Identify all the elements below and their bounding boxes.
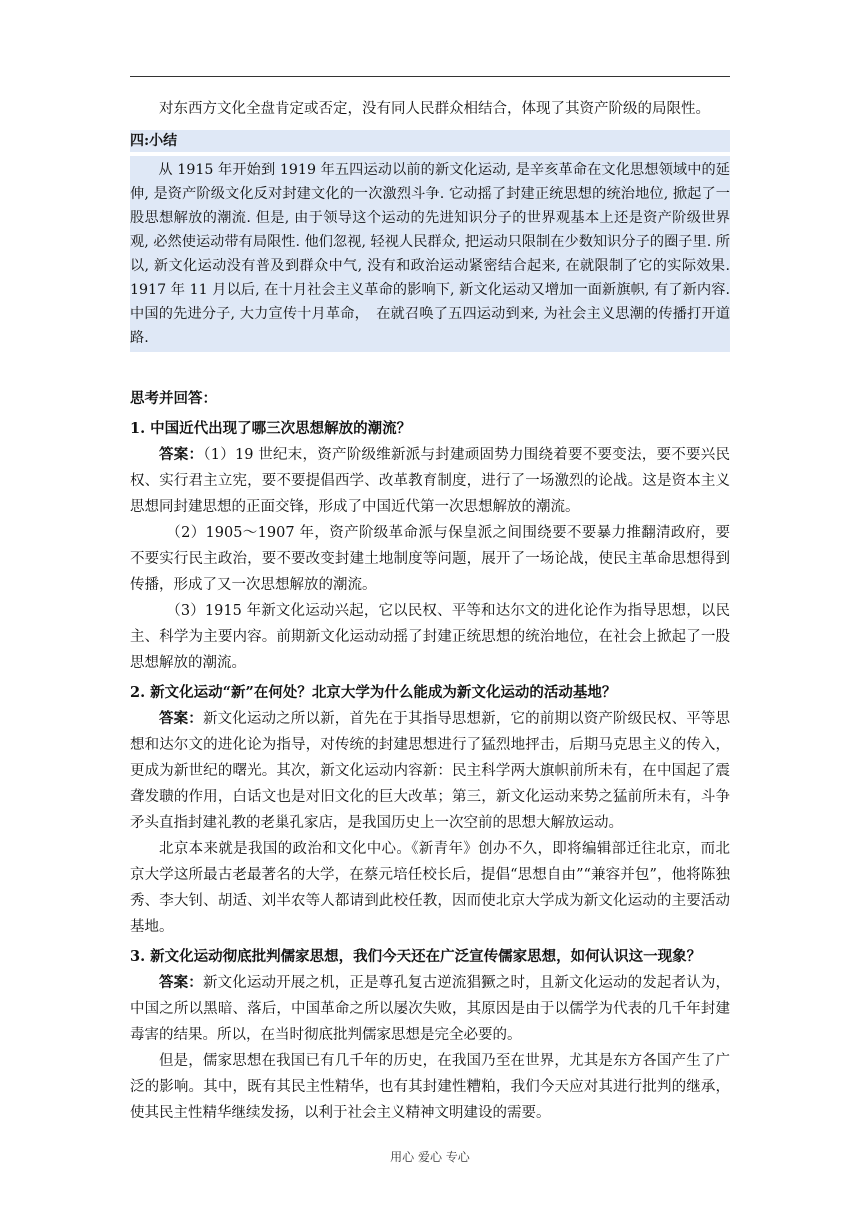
answer-1-text-1: （1）19 世纪末，资产阶级维新派与封建顽固势力围绕着要不要变法，要不要兴民权、实行君主立宪，要不要提倡西学、改革教育制度，进行了一场激烈的论战。这是资本主义思想同封建思想的正面交锋，形成了中国近代第一次思想解放的潮流。	[130, 447, 730, 515]
answer-1-para-2: （2）1905～1907 年，资产阶级革命派与保皇派之间围绕要不要暴力推翻清政府，要不要实行民主政治，要不要改变封建土地制度等问题，展开了一场论战，使民主革命思想得到传播，形成了又一次思想解放的潮流。	[130, 525, 730, 593]
page-footer: 用心 爱心 专心	[390, 1150, 470, 1164]
question-1: 1. 中国近代出现了哪三次思想解放的潮流？	[130, 420, 412, 437]
document-page	[130, 96, 730, 1126]
summary-body	[130, 156, 730, 352]
answer-3-para-2: 但是，儒家思想在我国已有几千年的历史，在我国乃至在世界，尤其是东方各国产生了广泛的影响。其中，既有其民主性精华，也有其封建性糟粕，我们今天应对其进行批判的继承，使其民主性精华继续发扬，以利于社会主义精神文明建设的需要。	[130, 1053, 730, 1121]
answer-3-para-1	[130, 970, 730, 1048]
answer-label: 答案：	[159, 446, 204, 463]
header-rule	[130, 76, 730, 77]
summary-paragraph: 从 1915 年开始到 1919 年五四运动以前的新文化运动, 是辛亥革命在文化思想领域中的延伸, 是资产阶级文化反对封建文化的一次激烈斗争. 它动摇了封建正统思想的统治地位, 掀起了一股思想解放的潮流. 但是, 由于领导这个运动的先进知识分子的世界观基本上还是资产阶级世界观, 必然使运动带有局限性. 他们忽视, 轻视人民群众, 把运动只限制在少数知识分子的圈子里. 所以, 新文化运动没有普及到群众中气, 没有和政治运动紧密结合起来, 在就限制了它的实际效果. 1917 年 11 月以后, 在十月社会主义革命的影响下, 新文化运动又增加一面新旗帜, 有了新内容. 中国的先进分子, 大力宣传十月革命， 在就召唤了五四运动到来, 为社会主义思潮的传播打开道路.	[130, 162, 730, 346]
answer-label: 答案：	[159, 710, 203, 727]
answer-2-para-1	[130, 706, 730, 836]
answer-1-para-3: （3）1915 年新文化运动兴起，它以民权、平等和达尔文的进化论作为指导思想，以民主、科学为主要内容。前期新文化运动动摇了封建正统思想的统治地位，在社会上掀起了一股思想解放的潮流。	[130, 603, 730, 671]
question-3: 3. 新文化运动彻底批判儒家思想，我们今天还在广泛宣传儒家思想，如何认识这一现象？	[130, 948, 702, 965]
intro-line: 对东西方文化全盘肯定或否定，没有同人民群众相结合，体现了其资产阶级的局限性。	[159, 101, 710, 117]
answer-3-text-1: 新文化运动开展之机，正是尊孔复古逆流猖獗之时，且新文化运动的发起者认为，中国之所以黑暗、落后，中国革命之所以屡次失败，其原因是由于以儒学为代表的几千年封建毒害的结果。所以，在当时彻底批判儒家思想是完全必要的。	[130, 975, 730, 1043]
question-2: 2. 新文化运动“新”在何处？北京大学为什么能成为新文化运动的活动基地？	[130, 684, 617, 701]
think-heading: 思考并回答：	[130, 390, 217, 407]
answer-1-para-1	[130, 442, 730, 520]
summary-title: 四:小结	[130, 130, 730, 152]
answer-2-text-1: 新文化运动之所以新，首先在于其指导思想新，它的前期以资产阶级民权、平等思想和达尔文的进化论为指导，对传统的封建思想进行了猛烈地抨击，后期马克思主义的传入，更成为新世纪的曙光。其次，新文化运动内容新：民主科学两大旗帜前所未有，在中国起了震聋发聩的作用，白话文也是对旧文化的巨大改革；第三，新文化运动来势之猛前所未有，斗争矛头直指封建礼教的老巢孔家店，是我国历史上一次空前的思想大解放运动。	[130, 711, 730, 831]
answer-label: 答案：	[159, 974, 203, 991]
answer-2-para-2: 北京本来就是我国的政治和文化中心。《新青年》创办不久，即将编辑部迁往北京，而北京大学这所最古老最著名的大学，在蔡元培任校长后，提倡“思想自由”“兼容并包”，他将陈独秀、李大钊、胡适、刘半农等人都请到此校任教，因而使北京大学成为新文化运动的主要活动基地。	[130, 841, 730, 935]
